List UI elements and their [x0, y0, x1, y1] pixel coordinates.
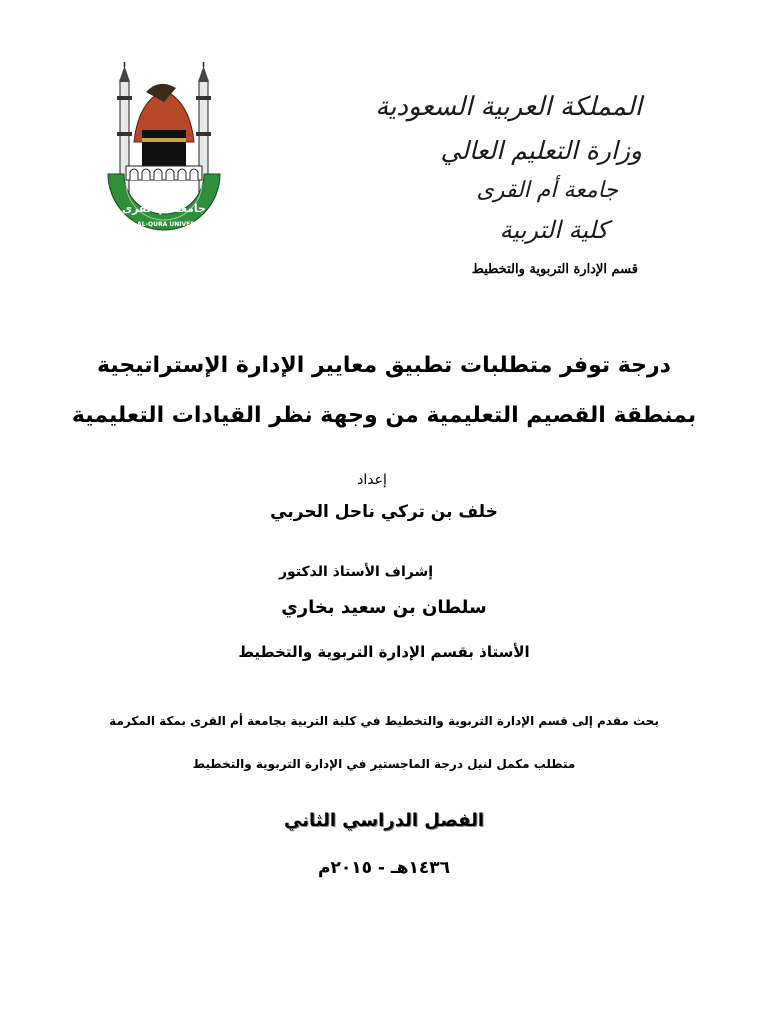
letterhead-department: قسم الإدارة التربوية والتخطيط: [471, 262, 638, 277]
prepared-by-label: إعداد: [357, 472, 387, 488]
supervisor-name: سلطان بن سعيد بخاري: [281, 597, 487, 618]
research-submission-note: بحث مقدم إلى قسم الإدارة التربوية والتخطيط في كلية التربية بجامعة أم القرى بمكة المكرمة: [109, 714, 659, 728]
kaaba-icon: [142, 130, 186, 166]
semester: الفصل الدراسي الثاني: [284, 810, 484, 831]
thesis-title-line-2: بمنطقة القصيم التعليمية من وجهة نظر القيادات التعليمية: [71, 403, 697, 428]
logo-ring-english-text: UMM AL-QURA UNIVERSITY: [118, 221, 210, 228]
university-logo: [104, 62, 224, 240]
letterhead-ministry: وزارة التعليم العالي: [440, 136, 642, 165]
supervisor-title: الأستاذ بقسم الإدارة التربوية والتخطيط: [238, 643, 530, 661]
letterhead-kingdom: المملكة العربية السعودية: [375, 92, 642, 122]
letterhead-college: كلية التربية: [499, 216, 608, 244]
thesis-title-line-1: درجة توفر متطلبات تطبيق معايير الإدارة الإستراتيجية: [97, 353, 671, 378]
letterhead-university: جامعة أم القرى: [476, 178, 618, 203]
academic-year: ١٤٣٦هـ - ٢٠١٥م: [318, 858, 450, 878]
author-name: خلف بن تركي ناحل الحربي: [270, 502, 498, 522]
logo-ring-arabic-text: جامعة أم القرى: [122, 202, 206, 215]
supervision-label: إشراف الأستاذ الدكتور: [278, 564, 434, 580]
degree-requirement-note: متطلب مكمل لنيل درجة الماجستير في الإدارة التربوية والتخطيط: [192, 757, 576, 771]
